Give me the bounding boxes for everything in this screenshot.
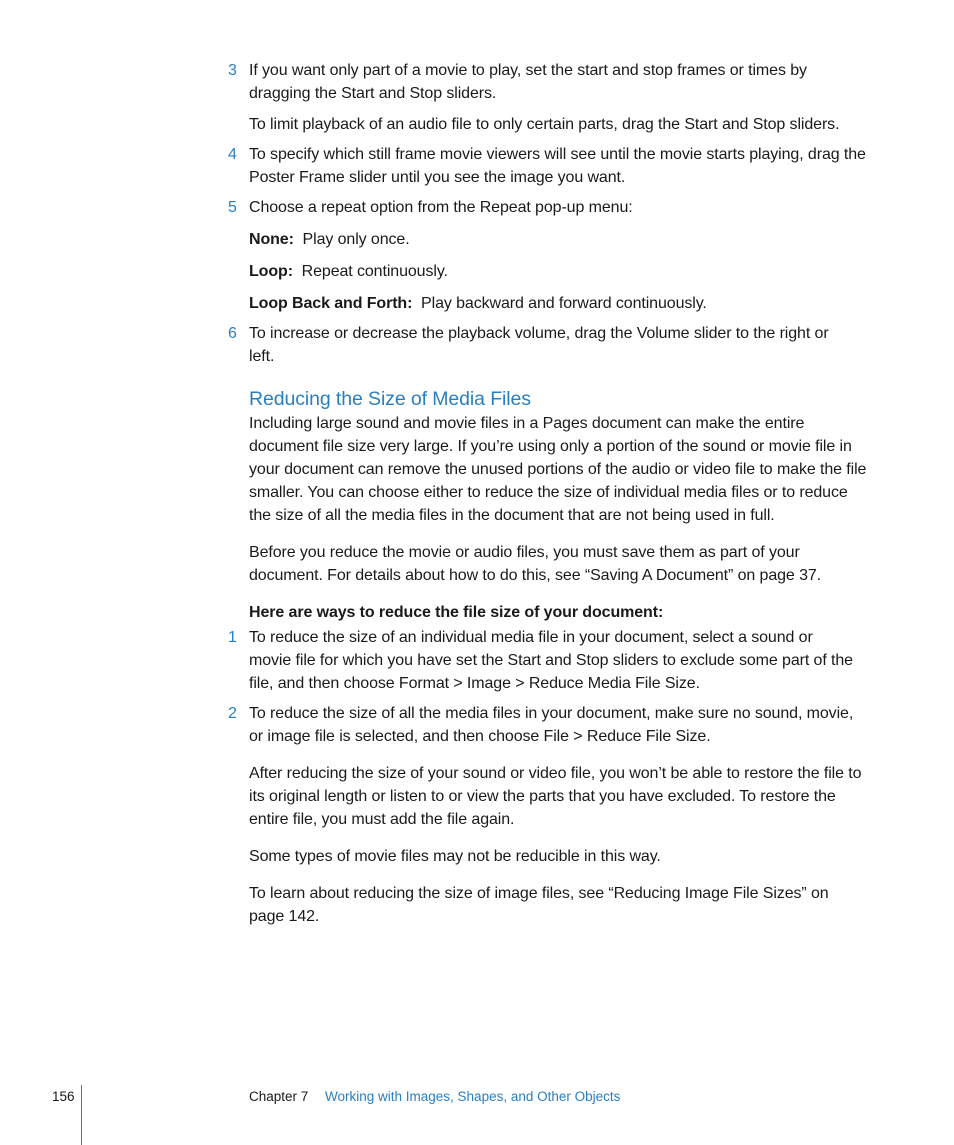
step-text: Choose a repeat option from the Repeat pop-up menu: [249, 199, 633, 216]
chapter-label: Chapter 7 [249, 1089, 309, 1104]
section-paragraph: Including large sound and movie files in a Pages document can make the entire document file size very large. If you’re using only a portion of the sound or movie file in your document can remove the unused portions of the audio or video file to make the file smaller. You can choose either to reduce the size of individual media files or to reduce the size of all the media files in the document that are not being used in full. [249, 415, 867, 524]
list-subheading: Here are ways to reduce the file size of your document: [249, 604, 664, 621]
step-number: 2 [228, 705, 237, 722]
section-paragraph: Before you reduce the movie or audio files, you must save them as part of your document. For details about how to do this, see “Saving A Document” on page 37. [249, 544, 822, 584]
step-number: 3 [228, 62, 237, 79]
step-text: To increase or decrease the playback volume, drag the Volume slider to the right or left. [249, 325, 829, 365]
section-paragraph: Some types of movie files may not be reducible in this way. [249, 848, 661, 865]
option-desc: Repeat continuously. [301, 263, 448, 280]
option-desc: Play backward and forward continuously. [421, 295, 707, 312]
step-number: 5 [228, 199, 237, 216]
step-text: If you want only part of a movie to play, set the start and stop frames or times by dragging the Start and Stop sliders. [249, 62, 807, 102]
step-text: To reduce the size of an individual media file in your document, select a sound or movie file for which you have set the Start and Stop sliders to exclude some part of the file, and then choose Format > Image > Reduce Media File Size. [249, 629, 853, 692]
option-desc: Play only once. [302, 231, 410, 248]
repeat-option [249, 260, 871, 283]
step-number: 1 [228, 629, 237, 646]
section-paragraph: To learn about reducing the size of image files, see “Reducing Image File Sizes” on page 142. [249, 885, 829, 925]
option-term: None: [249, 231, 294, 248]
repeat-option [249, 228, 871, 251]
step-text: To reduce the size of all the media files in your document, make sure no sound, movie, or image file is selected, and then choose File > Reduce File Size. [249, 705, 854, 745]
step-number: 6 [228, 325, 237, 342]
section-heading: Reducing the Size of Media Files [249, 388, 531, 410]
chapter-title: Working with Images, Shapes, and Other Objects [325, 1089, 621, 1104]
footer-divider [81, 1085, 82, 1145]
step-number: 4 [228, 146, 237, 163]
repeat-option [249, 292, 871, 315]
option-term: Loop: [249, 263, 293, 280]
step-text: To specify which still frame movie viewers will see until the movie starts playing, drag the Poster Frame slider until you see the image you want. [249, 146, 866, 186]
audio-note: To limit playback of an audio file to only certain parts, drag the Start and Stop sliders. [249, 116, 840, 133]
option-term: Loop Back and Forth: [249, 295, 413, 312]
page-number: 156 [52, 1089, 75, 1104]
section-paragraph: After reducing the size of your sound or video file, you won’t be able to restore the file to its original length or listen to or view the parts that you have excluded. To restore the entire file, you must add the file again. [249, 765, 862, 828]
